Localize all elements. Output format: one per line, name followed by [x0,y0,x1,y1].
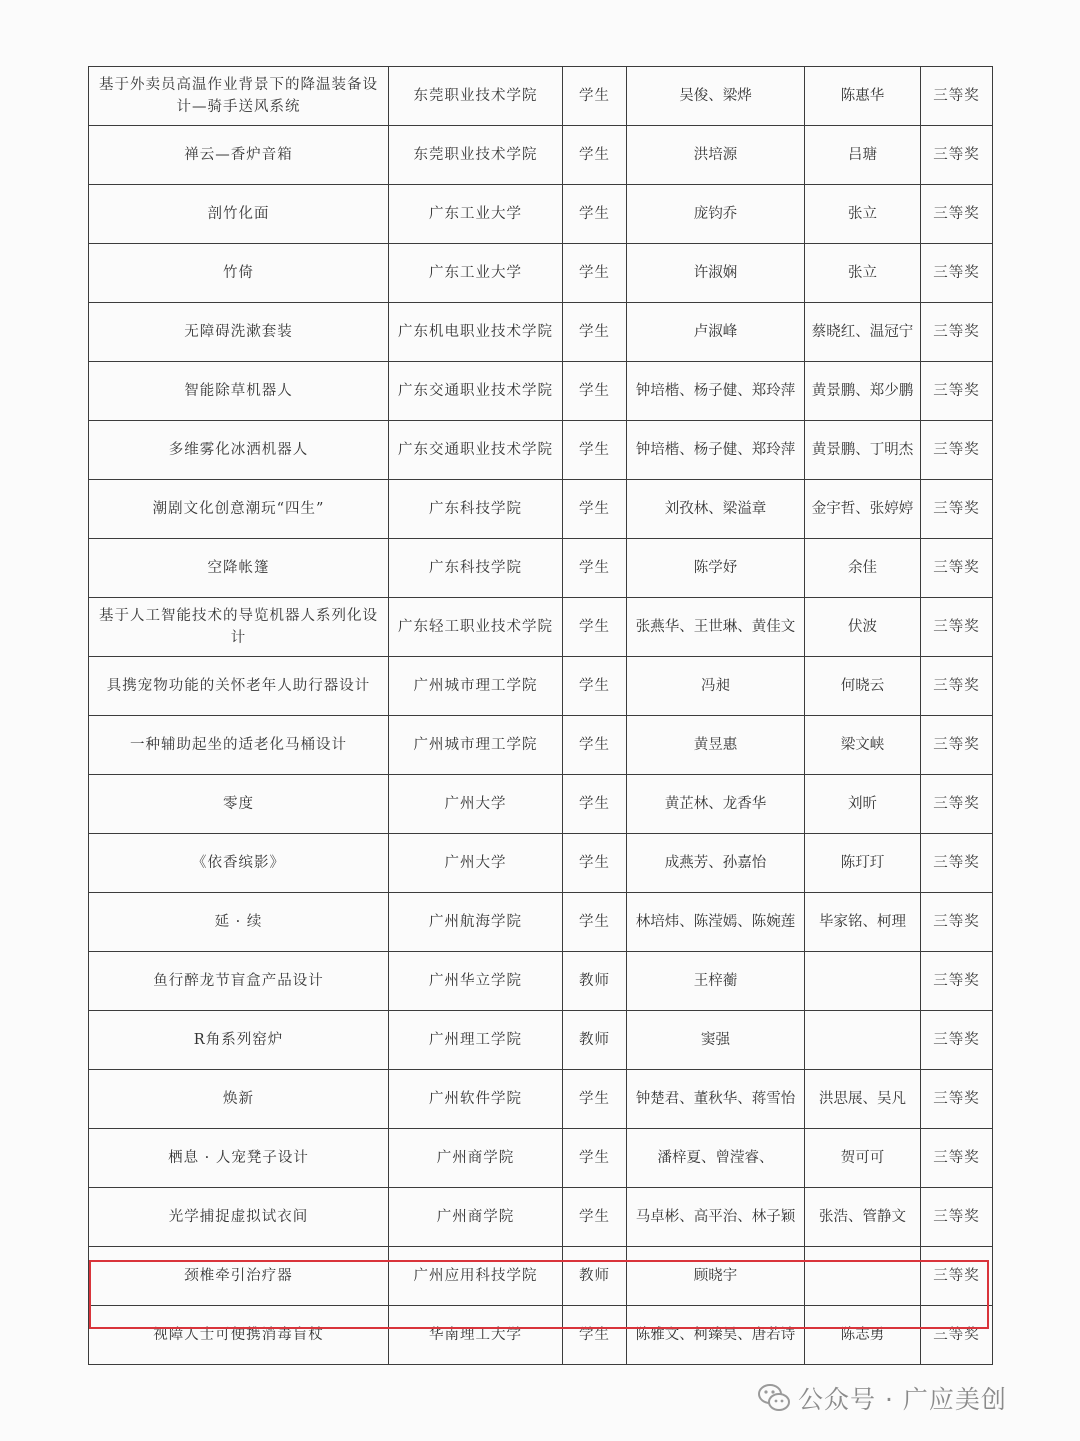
award-cell: 三等奖 [921,185,993,244]
school-cell: 广东机电职业技术学院 [389,303,563,362]
table-row [89,1247,993,1306]
school-cell: 华南理工大学 [389,1306,563,1365]
authors-cell: 陈学妤 [627,539,805,598]
school-cell: 广东工业大学 [389,185,563,244]
advisor-cell: 陈惠华 [805,67,921,126]
table-row [89,1306,993,1365]
advisor-cell: 张立 [805,185,921,244]
school-cell: 广州大学 [389,834,563,893]
authors-cell: 钟楚君、董秋华、蒋雪怡 [627,1070,805,1129]
authors-cell: 冯昶 [627,657,805,716]
award-cell: 三等奖 [921,67,993,126]
school-cell: 广东科技学院 [389,539,563,598]
award-cell: 三等奖 [921,421,993,480]
award-cell: 三等奖 [921,834,993,893]
category-cell: 教师 [563,1011,627,1070]
project-title-cell: 鱼行醉龙节盲盒产品设计 [89,952,389,1011]
project-title-cell: 焕新 [89,1070,389,1129]
table-row [89,67,993,126]
category-cell: 学生 [563,244,627,303]
advisor-cell: 吕瑭 [805,126,921,185]
project-title-cell: 《依香缤影》 [89,834,389,893]
school-cell: 广州理工学院 [389,1011,563,1070]
award-cell: 三等奖 [921,1247,993,1306]
category-cell: 学生 [563,362,627,421]
table-row [89,893,993,952]
category-cell: 学生 [563,657,627,716]
table-row [89,480,993,539]
advisor-cell: 刘昕 [805,775,921,834]
category-cell: 教师 [563,1247,627,1306]
advisor-cell: 蔡晓红、温冠宁 [805,303,921,362]
authors-cell: 马卓彬、高平治、林子颖 [627,1188,805,1247]
project-title-cell: 潮剧文化创意潮玩“四生” [89,480,389,539]
advisor-cell: 伏波 [805,598,921,657]
category-cell: 学生 [563,1306,627,1365]
authors-cell: 吴俊、梁烨 [627,67,805,126]
school-cell: 广东科技学院 [389,480,563,539]
project-title-cell: 一种辅助起坐的适老化马桶设计 [89,716,389,775]
category-cell: 学生 [563,775,627,834]
authors-cell: 钟培楷、杨子健、郑玲萍 [627,421,805,480]
project-title-cell: 空降帐篷 [89,539,389,598]
advisor-cell: 贺可可 [805,1129,921,1188]
authors-cell: 陈雅文、柯臻昊、唐若诗 [627,1306,805,1365]
authors-cell: 卢淑峰 [627,303,805,362]
school-cell: 广州城市理工学院 [389,657,563,716]
table-row [89,1011,993,1070]
award-cell: 三等奖 [921,303,993,362]
awards-table-body [89,67,993,1365]
project-title-cell: 竹倚 [89,244,389,303]
project-title-cell: 智能除草机器人 [89,362,389,421]
project-title-cell: 零度 [89,775,389,834]
authors-cell: 洪培源 [627,126,805,185]
project-title-cell: 无障碍洗漱套装 [89,303,389,362]
project-title-cell: 颈椎牵引治疗器 [89,1247,389,1306]
authors-cell: 林培炜、陈滢嫣、陈婉莲 [627,893,805,952]
table-row [89,244,993,303]
award-cell: 三等奖 [921,893,993,952]
category-cell: 学生 [563,1129,627,1188]
project-title-cell: 具携宠物功能的关怀老年人助行器设计 [89,657,389,716]
advisor-cell [805,952,921,1011]
advisor-cell: 金宇哲、张婷婷 [805,480,921,539]
award-cell: 三等奖 [921,362,993,421]
authors-cell: 刘孜林、梁溢章 [627,480,805,539]
school-cell: 广州商学院 [389,1129,563,1188]
advisor-cell [805,1247,921,1306]
table-row [89,421,993,480]
authors-cell: 潘梓夏、曾滢睿、 [627,1129,805,1188]
award-cell: 三等奖 [921,952,993,1011]
wechat-icon [758,1383,790,1413]
school-cell: 广州大学 [389,775,563,834]
school-cell: 广东轻工职业技术学院 [389,598,563,657]
school-cell: 广州华立学院 [389,952,563,1011]
school-cell: 东莞职业技术学院 [389,67,563,126]
table-row [89,716,993,775]
project-title-cell: 基于外卖员高温作业背景下的降温装备设计—骑手送风系统 [89,67,389,126]
school-cell: 广州软件学院 [389,1070,563,1129]
advisor-cell [805,1011,921,1070]
advisor-cell: 毕家铭、柯理 [805,893,921,952]
award-cell: 三等奖 [921,480,993,539]
school-cell: 广东交通职业技术学院 [389,362,563,421]
school-cell: 广东交通职业技术学院 [389,421,563,480]
project-title-cell: 基于人工智能技术的导览机器人系列化设计 [89,598,389,657]
project-title-cell: 栖息 · 人宠凳子设计 [89,1129,389,1188]
school-cell: 广州应用科技学院 [389,1247,563,1306]
table-row [89,952,993,1011]
category-cell: 学生 [563,480,627,539]
category-cell: 学生 [563,834,627,893]
advisor-cell: 余佳 [805,539,921,598]
table-row [89,126,993,185]
advisor-cell: 黄景鹏、郑少鹏 [805,362,921,421]
award-cell: 三等奖 [921,126,993,185]
award-cell: 三等奖 [921,657,993,716]
project-title-cell: 剖竹化面 [89,185,389,244]
category-cell: 学生 [563,598,627,657]
authors-cell: 黄昱惠 [627,716,805,775]
project-title-cell: 视障人士可便携消毒盲杖 [89,1306,389,1365]
school-cell: 广州商学院 [389,1188,563,1247]
advisor-cell: 洪思展、吴凡 [805,1070,921,1129]
category-cell: 学生 [563,303,627,362]
award-cell: 三等奖 [921,1306,993,1365]
table-row [89,775,993,834]
authors-cell: 钟培楷、杨子健、郑玲萍 [627,362,805,421]
project-title-cell: 延 · 续 [89,893,389,952]
advisor-cell: 陈玎玎 [805,834,921,893]
project-title-cell: R角系列窑炉 [89,1011,389,1070]
authors-cell: 许淑娴 [627,244,805,303]
advisor-cell: 何晓云 [805,657,921,716]
table-row [89,185,993,244]
table-row [89,303,993,362]
award-cell: 三等奖 [921,716,993,775]
category-cell: 学生 [563,67,627,126]
advisor-cell: 黄景鹏、丁明杰 [805,421,921,480]
award-cell: 三等奖 [921,539,993,598]
authors-cell: 成燕芳、孙嘉怡 [627,834,805,893]
school-cell: 广州城市理工学院 [389,716,563,775]
authors-cell: 张燕华、王世琳、黄佳文 [627,598,805,657]
project-title-cell: 多维雾化冰洒机器人 [89,421,389,480]
project-title-cell: 禅云—香炉音箱 [89,126,389,185]
award-cell: 三等奖 [921,1129,993,1188]
award-cell: 三等奖 [921,244,993,303]
project-title-cell: 光学捕捉虚拟试衣间 [89,1188,389,1247]
category-cell: 学生 [563,1070,627,1129]
award-cell: 三等奖 [921,1070,993,1129]
category-cell: 学生 [563,539,627,598]
watermark [758,1376,1007,1420]
table-row [89,598,993,657]
category-cell: 学生 [563,126,627,185]
table-row [89,1070,993,1129]
school-cell: 东莞职业技术学院 [389,126,563,185]
award-cell: 三等奖 [921,1188,993,1247]
authors-cell: 庞钧乔 [627,185,805,244]
award-cell: 三等奖 [921,598,993,657]
table-row [89,657,993,716]
table-row [89,1188,993,1247]
advisor-cell: 陈志勇 [805,1306,921,1365]
category-cell: 学生 [563,893,627,952]
authors-cell: 顾晓宇 [627,1247,805,1306]
category-cell: 教师 [563,952,627,1011]
award-cell: 三等奖 [921,775,993,834]
watermark-text: 公众号 · 广应美创 [798,1385,1007,1414]
category-cell: 学生 [563,1188,627,1247]
category-cell: 学生 [563,716,627,775]
advisor-cell: 梁文峡 [805,716,921,775]
school-cell: 广州航海学院 [389,893,563,952]
advisor-cell: 张立 [805,244,921,303]
table-row [89,834,993,893]
authors-cell: 黄芷林、龙香华 [627,775,805,834]
authors-cell: 王梓蘅 [627,952,805,1011]
category-cell: 学生 [563,185,627,244]
awards-table [88,66,993,1365]
category-cell: 学生 [563,421,627,480]
table-row [89,362,993,421]
award-cell: 三等奖 [921,1011,993,1070]
table-row [89,1129,993,1188]
advisor-cell: 张浩、管静文 [805,1188,921,1247]
authors-cell: 窦强 [627,1011,805,1070]
school-cell: 广东工业大学 [389,244,563,303]
table-row [89,539,993,598]
